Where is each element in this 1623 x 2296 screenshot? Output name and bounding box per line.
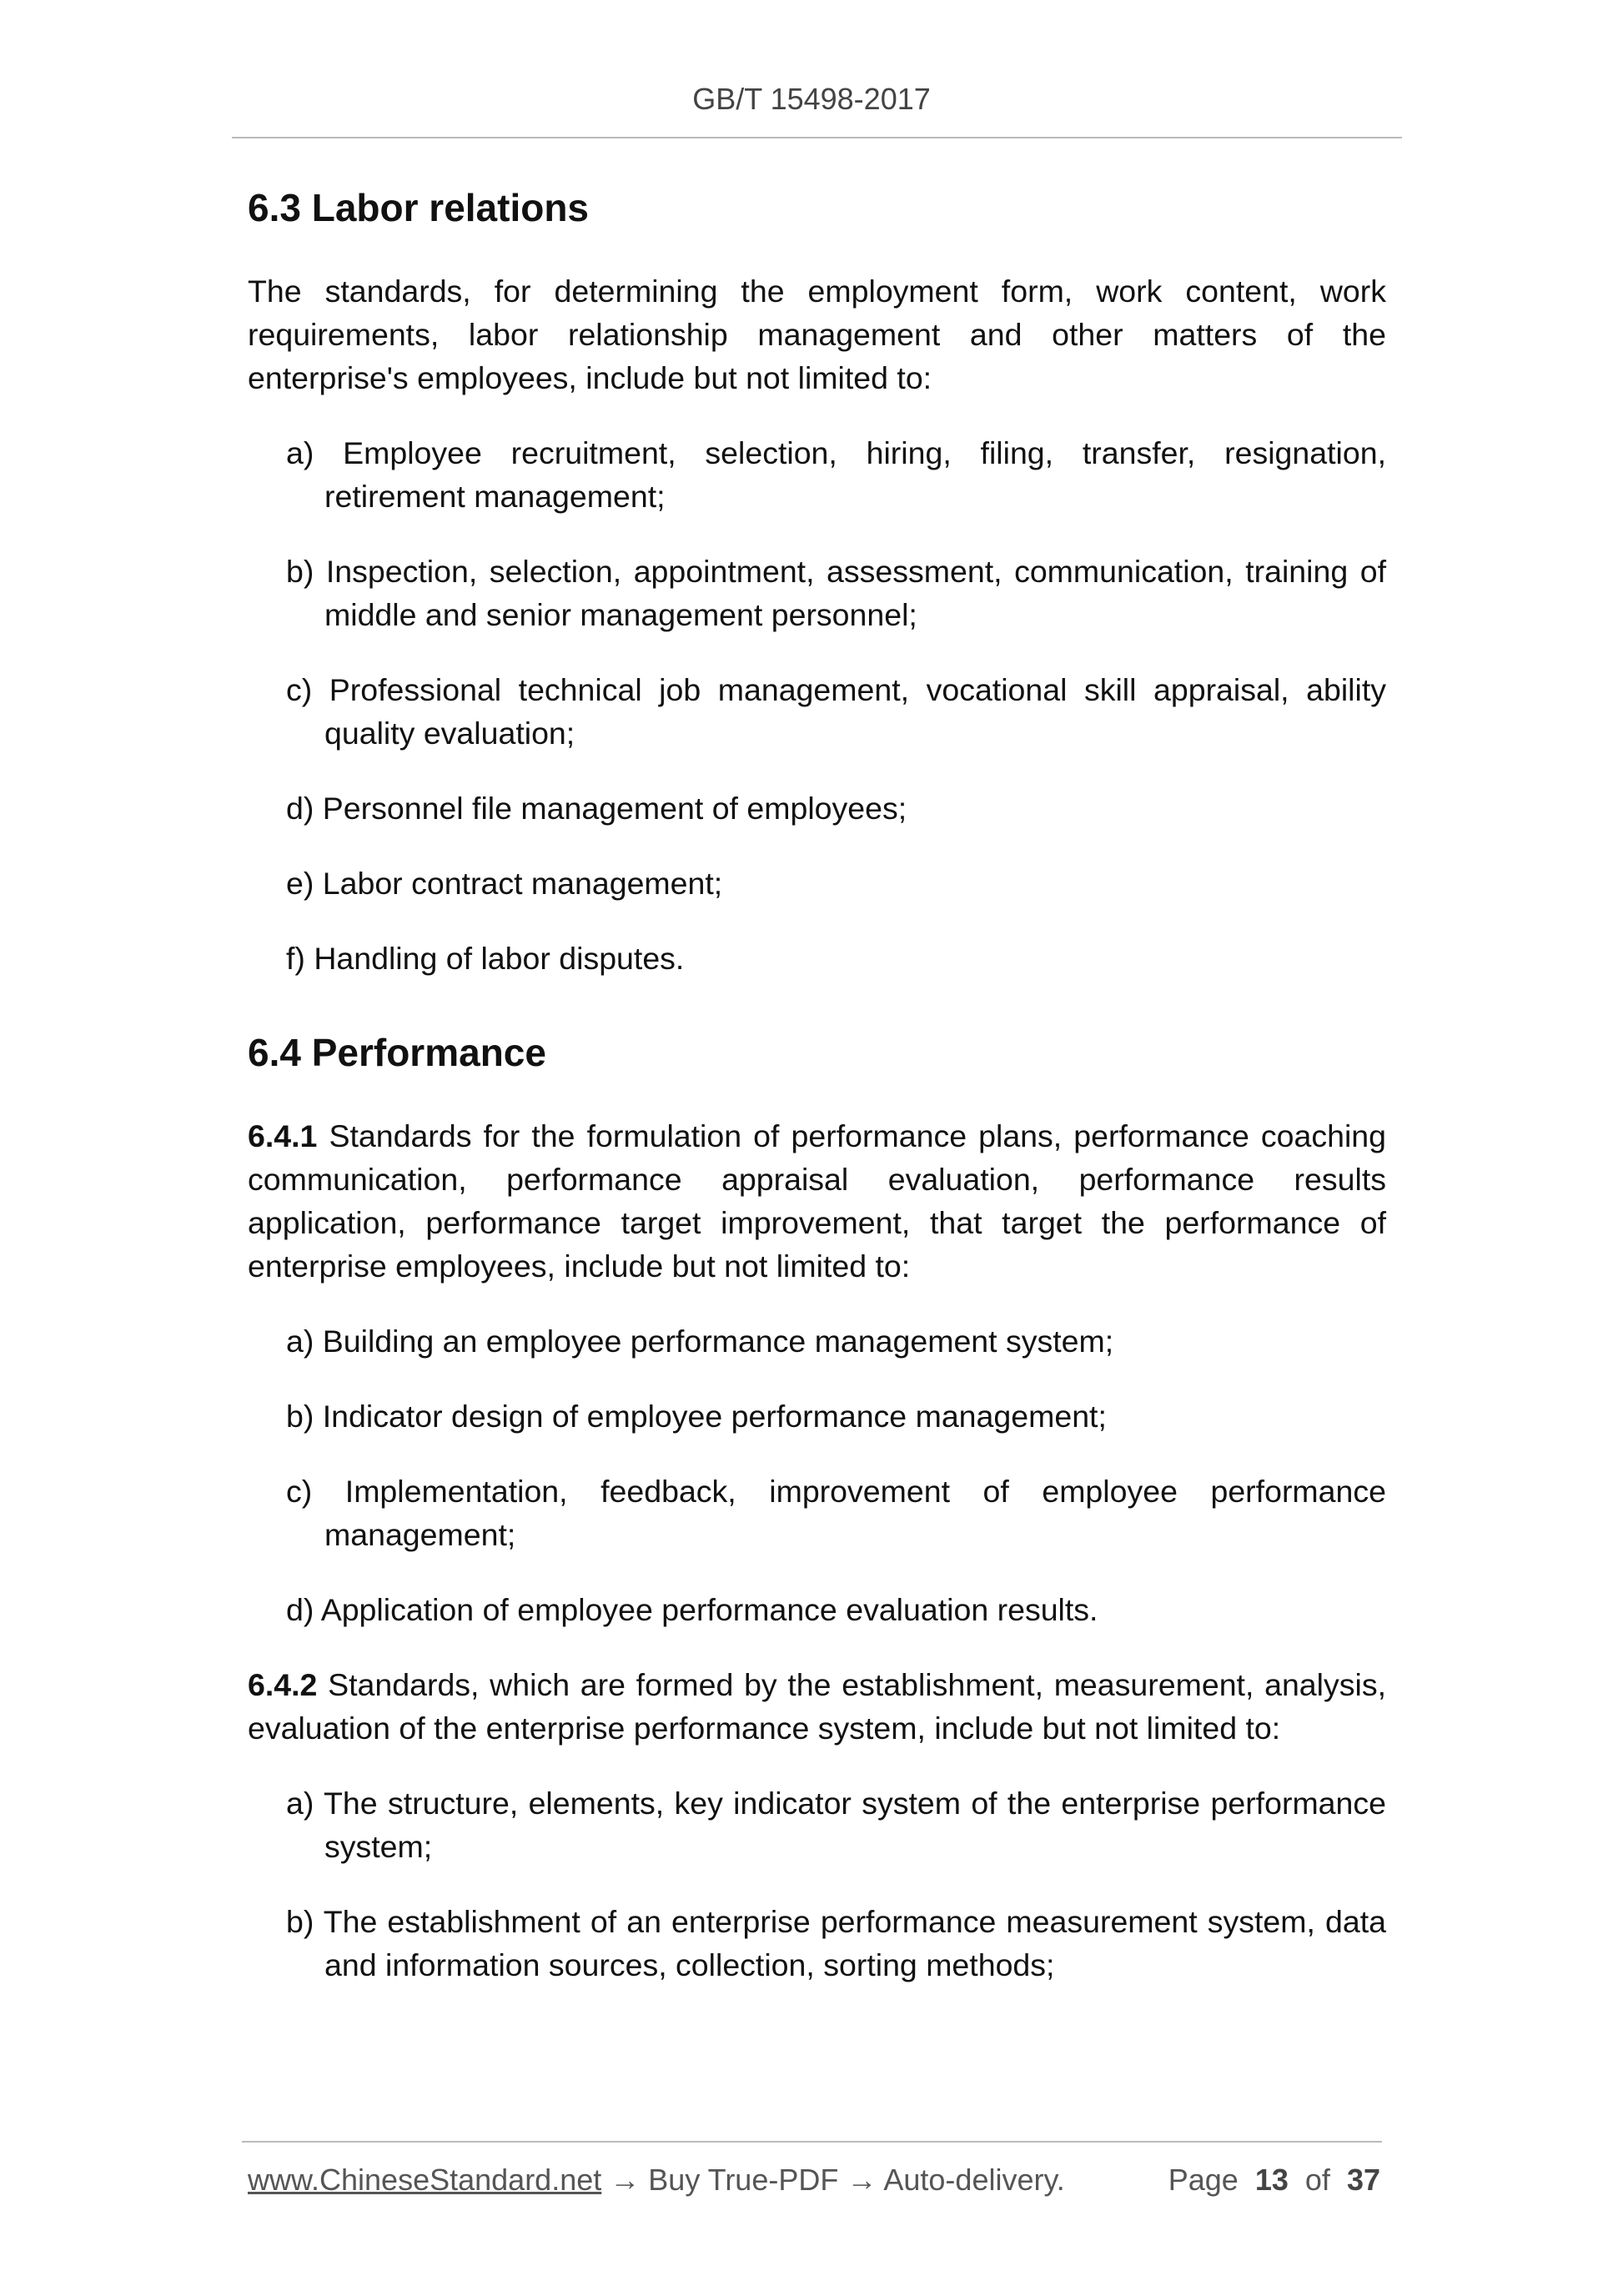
section-heading-6-3: 6.3 Labor relations: [248, 186, 590, 229]
arrow-right-icon: →: [610, 2163, 641, 2197]
list-item: c) Implementation, feedback, improvement of employee performance management;: [286, 1474, 1386, 1553]
list-item: b) Indicator design of employee performance management;: [286, 1399, 1107, 1434]
clause-number: 6.4.2: [248, 1667, 318, 1703]
page-label: Page: [1168, 2163, 1239, 2197]
list-item: e) Labor contract management;: [286, 866, 723, 902]
list-item: d) Application of employee performance evaluation results.: [286, 1592, 1098, 1628]
clause-6-4-1-list: [248, 1319, 1386, 1631]
list-item: b) The establishment of an enterprise performance measurement system, data and information sources, collection, sorting methods;: [286, 1904, 1386, 1983]
auto-delivery-text: Auto-delivery.: [883, 2163, 1065, 2197]
list-item: a) Building an employee performance management system;: [286, 1324, 1114, 1359]
clause-text: Standards for the formulation of performance plans, performance coaching communication, performance appraisal evaluation, performance results application, performance target improvement, that target the performance of enterprise employees, include but not limited to:: [248, 1118, 1386, 1284]
list-item: a) The structure, elements, key indicator system of the enterprise performance system;: [286, 1786, 1386, 1865]
clause-6-4-2: [248, 1663, 1386, 1750]
standard-code-header: GB/T 15498-2017: [692, 82, 931, 116]
clause-6-4-1: [248, 1114, 1386, 1288]
list-item: f) Handling of labor disputes.: [286, 941, 685, 977]
arrow-right-icon: →: [847, 2163, 877, 2197]
section-6-3-intro: The standards, for determining the employment form, work content, work requirements, labor relationship management and other matters of the enterprise's employees, include but not limited to:: [248, 274, 1386, 396]
list-item: d) Personnel file management of employees;: [286, 791, 907, 826]
section-heading-6-4: 6.4 Performance: [248, 1031, 546, 1075]
page-footer: [248, 2163, 1380, 2199]
list-item: a) Employee recruitment, selection, hiring, filing, transfer, resignation, retirement management;: [286, 435, 1386, 515]
list-item: b) Inspection, selection, appointment, assessment, communication, training of middle and senior management personnel;: [286, 554, 1386, 633]
list-item: c) Professional technical job management, vocational skill appraisal, ability quality evaluation;: [286, 672, 1386, 751]
website-link[interactable]: www.ChineseStandard.net: [248, 2163, 602, 2197]
page-content: [248, 185, 1386, 1987]
page-number: [1168, 2163, 1380, 2198]
clause-text: Standards, which are formed by the establishment, measurement, analysis, evaluation of the enterprise performance system, include but not limited to:: [248, 1667, 1386, 1746]
header-divider: [232, 137, 1402, 138]
of-label: of: [1304, 2163, 1330, 2197]
footer-promo: [248, 2163, 1065, 2198]
section-6-3-list: [248, 431, 1386, 980]
current-page: 13: [1254, 2163, 1289, 2197]
total-pages: 37: [1346, 2163, 1380, 2197]
clause-number: 6.4.1: [248, 1118, 318, 1154]
buy-pdf-text: Buy True-PDF: [648, 2163, 839, 2197]
footer-divider: [242, 2141, 1382, 2143]
clause-6-4-2-list: [248, 1781, 1386, 1987]
